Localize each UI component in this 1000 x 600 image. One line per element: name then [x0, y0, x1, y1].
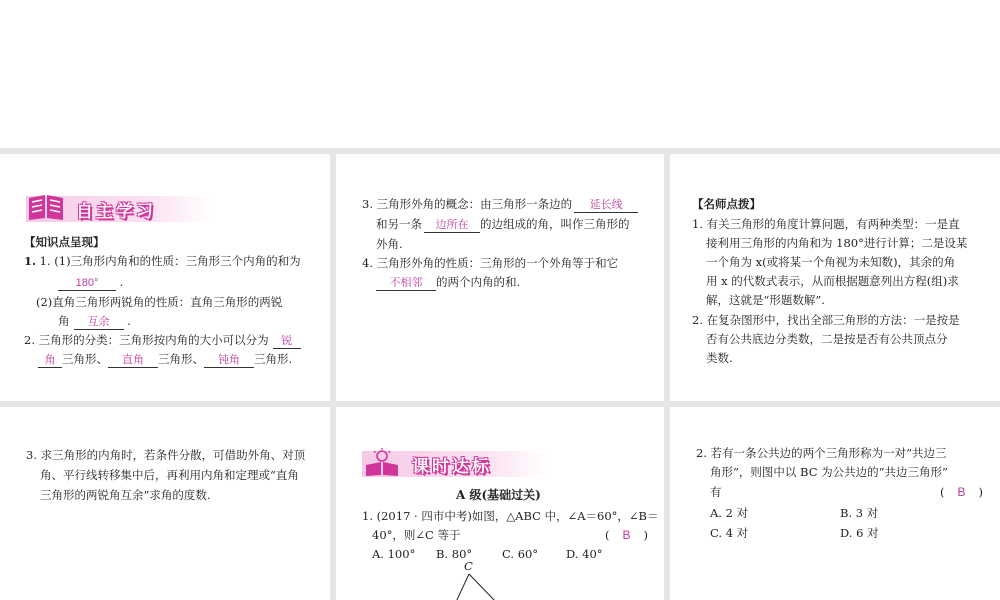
answer-text: 直角: [108, 353, 158, 368]
answer-paren: ( B ): [605, 528, 648, 542]
text-line: 3. 求三角形的内角时，若条件分散，可借助外角、对顶: [26, 448, 306, 462]
text-line: (2)直角三角形两锐角的性质：直角三角形的两锐: [36, 295, 283, 309]
class-practice-header: [362, 447, 548, 477]
text-line: 不相邻 的两个内角的和.: [376, 274, 520, 291]
answer-text: 180°: [58, 276, 116, 291]
answer-text: B: [957, 485, 966, 499]
text-line: 接利用三角形的内角和为 180°进行计算；二是设某: [706, 236, 968, 250]
text-line: 否有公共底边分类数，二是按是否有公共顶点分: [706, 332, 948, 346]
text-line: 用 x 的代数式表示，从而根据题意列出方程(组)求: [706, 274, 959, 288]
text-line: 1. 1. (1)三角形内角和的性质：三角形三个内角的和为: [24, 254, 301, 268]
section-title: 课时达标: [412, 457, 492, 477]
panel-question-2: [670, 407, 1000, 600]
text-line: 解，这就是“形题数解”.: [706, 293, 825, 307]
level-heading: A 级(基础过关): [456, 488, 541, 502]
text-line: 2. 在复杂图形中，找出全部三角形的方法：一是按是: [692, 313, 960, 327]
open-book-icon: [26, 192, 66, 222]
option-d: D. 6 对: [840, 526, 879, 540]
option-d: D. 40°: [566, 547, 603, 561]
answer-text: 边所在: [424, 218, 480, 233]
fill-blank-1: 180° .: [58, 274, 123, 291]
option-b: B. 80°: [436, 547, 473, 561]
question-2-cont: 有: [710, 485, 722, 499]
top-blank-area: [0, 0, 1000, 148]
lightbulb-book-icon: [362, 447, 402, 477]
option-c: C. 4 对: [710, 526, 749, 540]
self-study-header: [26, 192, 212, 222]
option-a: A. 2 对: [710, 506, 749, 520]
text-line: 类数.: [706, 351, 733, 365]
answer-paren: ( B ): [940, 485, 983, 499]
option-b: B. 3 对: [840, 506, 879, 520]
triangle-diagram: [436, 572, 516, 600]
text-line: 外角.: [376, 237, 403, 251]
answer-text: 不相邻: [376, 276, 436, 291]
option-a: A. 100°: [372, 547, 416, 561]
text-line: 和另一条 边所在 的边组成的角，叫作三角形的: [376, 217, 630, 231]
answer-text: 钝角: [204, 353, 254, 368]
text-line: 三角形的两锐角互余”求角的度数.: [40, 488, 211, 502]
answer-text: 角: [38, 353, 62, 368]
subheading: 【知识点呈现】: [24, 235, 105, 249]
panel-self-study: [0, 154, 330, 401]
vertex-label-c: C: [464, 559, 473, 573]
panel-exterior-angle: [336, 154, 664, 401]
panel-teacher-tips: [670, 154, 1000, 401]
option-c: C. 60°: [502, 547, 539, 561]
text-line: 3. 三角形外角的概念：由三角形一条边的 延长线: [362, 196, 638, 213]
tips-heading: 【名师点拨】: [692, 197, 761, 211]
answer-text: 延长线: [574, 198, 638, 213]
answer-text: 锐: [273, 334, 301, 349]
panel-class-practice: [336, 407, 664, 600]
fill-blank-3: 角 三角形、 直角 三角形、 钝角 三角形.: [38, 351, 292, 368]
fill-blank-2: 角 互余 .: [58, 314, 131, 328]
question-1: 1. (2017 · 四市中考)如图，△ABC 中，∠A＝60°，∠B＝: [362, 509, 659, 523]
text-line: 角、平行线转移集中后，再利用内角和定理或“直角: [40, 468, 299, 482]
answer-text: B: [622, 528, 631, 542]
question-1-cont: 40°，则∠C 等于: [372, 528, 461, 542]
question-2: 2. 若有一条公共边的两个三角形称为一对“共边三: [696, 446, 947, 460]
text-line: 2. 三角形的分类：三角形按内角的大小可以分为 锐: [24, 332, 301, 349]
text-line: 一个角为 x(或将某一个角视为未知数)，其余的角: [706, 255, 956, 269]
text-line: 1. 有关三角形的角度计算问题，有两种类型：一是直: [692, 217, 960, 231]
panel-tip-3: [0, 407, 330, 600]
text-line: 4. 三角形外角的性质：三角形的一个外角等于和它: [362, 256, 619, 270]
section-title: 自主学习: [76, 202, 156, 222]
answer-text: 互余: [74, 315, 124, 330]
question-2-cont: 角形”，则图中以 BC 为公共边的“共边三角形”: [710, 465, 948, 479]
